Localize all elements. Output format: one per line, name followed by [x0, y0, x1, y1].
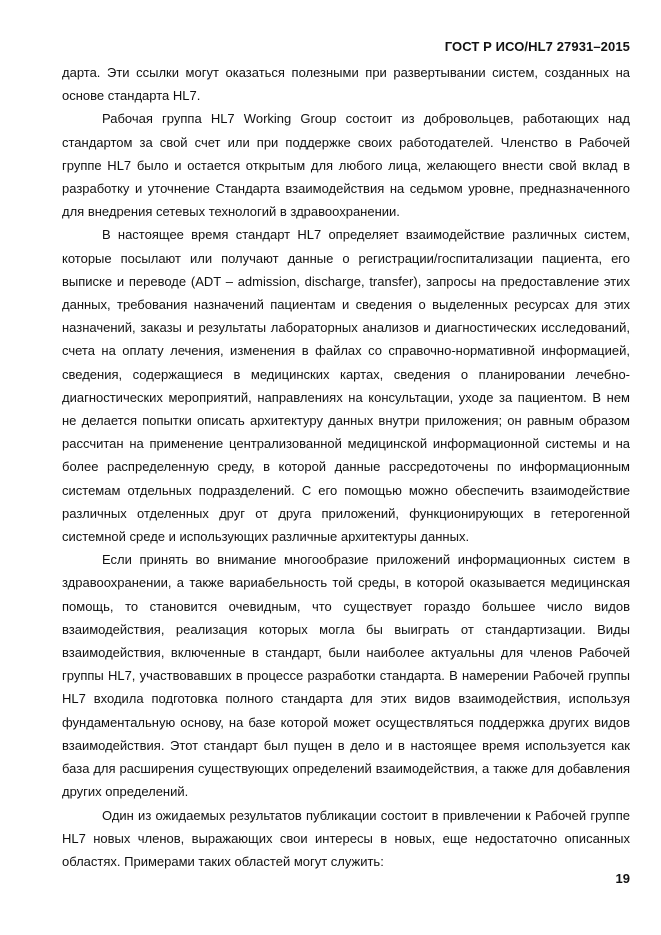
paragraph-continuation: дарта. Эти ссылки могут оказаться полезными при развертывании систем, созданных на основе стандарта HL7. [62, 65, 630, 104]
paragraph-current-scope: В настоящее время стандарт HL7 определяет взаимодействие различных систем, которые посылают или получают данные о регистрации/госпитализации пациента, его выписке и переводе (ADT – admission, discharge, transfer), запросы на предоставление этих данных, требования назначений пациентам и сведения о выделенных ресурсах для этих назначений, заказы и результаты лабораторных анализов и диагностических исследований, счета на оплату лечения, изменения в файлах со справочно-нормативной информацией, сведения, содержащиеся в медицинских картах, сведения о планировании лечебно-диагностических мероприятий, направлениях на консультации, уходе за пациентом. В нем не делается попытки описать архитектуру данных внутри приложения; он равным образом рассчитан на применение централизованной медицинской информационной системы и на более распределенную среду, в которой данные рассредоточены по информационным системам отдельных подразделений. С его помощью можно обеспечить взаимодействие различных отделенных друг от друга приложений, функционирующих в гетерогенной системной среде и использующих различные архитектуры данных. [62, 227, 630, 545]
paragraph-expected-results: Один из ожидаемых результатов публикации состоит в привлечении к Рабочей группе HL7 новых членов, выражающих свои интересы в новых, еще недостаточно описанных областях. Примерами таких областей могут служить: [62, 807, 630, 869]
body-text [62, 61, 630, 873]
page-number: 19 [615, 871, 630, 886]
paragraph-interaction-variety: Если принять во внимание многообразие приложений информационных систем в здравоохранении, а также вариабельность той среды, в которой оказывается медицинская помощь, то становится очевидным, что существует гораздо большее число видов взаимодействия, реализация которых могла бы выиграть от стандартизации. Виды взаимодействия, включенные в стандарт, были наиболее актуальны для членов Рабочей группы HL7, участвовавших в процессе разработки стандарта. В намерении Рабочей группы HL7 входила подготовка полного стандарта для этих видов взаимодействия, используя фундаментальную основу, на базе которой может осуществляться поддержка других видов взаимодействия. Этот стандарт был пущен в дело и в настоящее время используется как база для расширения существующих определений взаимодействия, а также для добавления других определений. [62, 552, 630, 800]
standard-code-header: ГОСТ Р ИСО/HL7 27931–2015 [444, 39, 630, 54]
paragraph-working-group: Рабочая группа HL7 Working Group состоит из добровольцев, работающих над стандартом за свой счет или при поддержке своих работодателей. Членство в Рабочей группе HL7 было и остается открытым для любого лица, желающего внести свой вклад в разработку и уточнение Стандарта взаимодействия на седьмом уровне, предназначенного для внедрения сетевых технологий в здравоохранении. [62, 111, 630, 220]
